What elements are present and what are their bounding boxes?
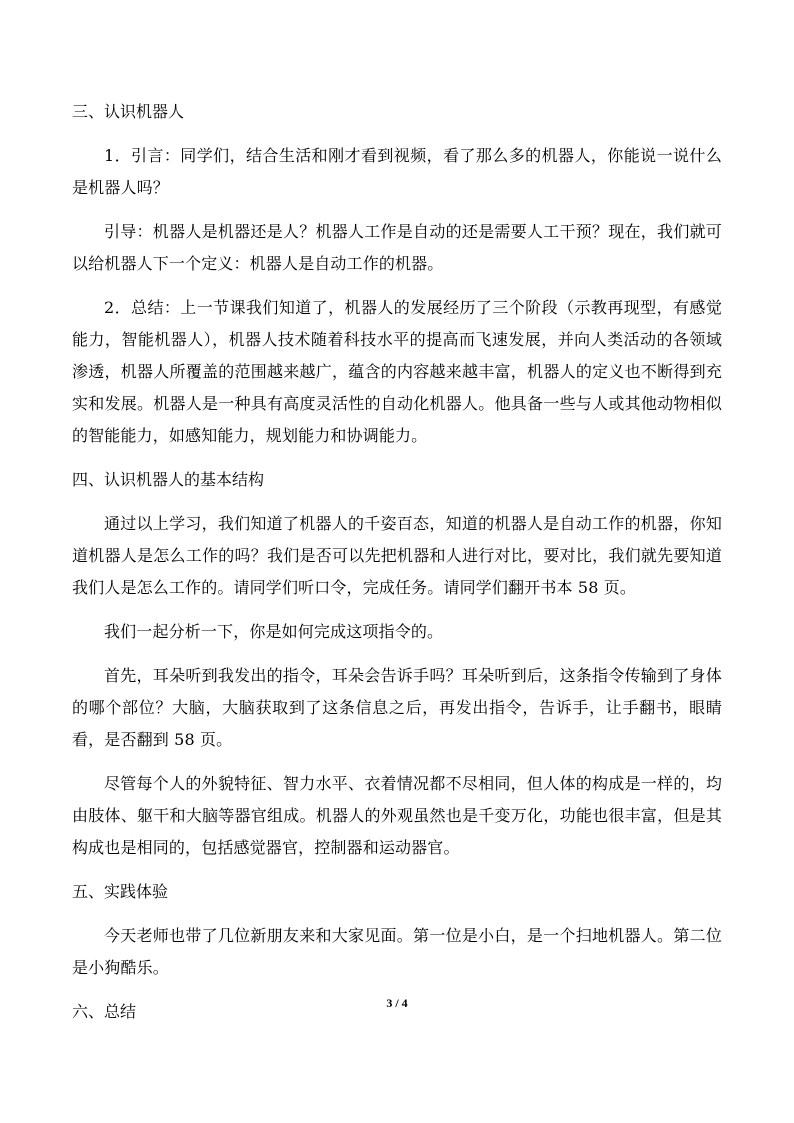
paragraph-practice: 今天老师也带了几位新朋友来和大家见面。第一位是小白，是一个扫地机器人。第二位是小狗酷乐。	[72, 926, 722, 977]
section-heading-4: 四、认识机器人的基本结构	[72, 470, 265, 489]
paragraph-guidance: 引导：机器人是机器还是人？机器人工作是自动的还是需要人工干预？现在，我们就可以给机器人下一个定义：机器人是自动工作的机器。	[72, 222, 722, 273]
paragraph-structure-intro: 通过以上学习，我们知道了机器人的千姿百态，知道的机器人是自动工作的机器，你知道机器人是怎么工作的吗？我们是否可以先把机器和人进行对比，要对比，我们就先要知道我们人是怎么工作的。请同学们听口令，完成任务。请同学们翻开书本 58 页。	[72, 514, 722, 597]
section-heading-3: 三、认识机器人	[72, 102, 185, 121]
page-content	[72, 96, 722, 1040]
paragraph-introduction: 1．引言：同学们，结合生活和刚才看到视频，看了那么多的机器人，你能说一说什么是机器人吗？	[72, 146, 722, 197]
paragraph-ear-brain: 首先，耳朵听到我发出的指令，耳朵会告诉手吗？耳朵听到后，这条指令传输到了身体的哪个部位？大脑，大脑获取到了这条信息之后，再发出指令，告诉手，让手翻书，眼睛看，是否翻到 58 页。	[72, 666, 722, 749]
page-number: 3 / 4	[386, 996, 408, 1010]
paragraph-summary: 2．总结：上一节课我们知道了，机器人的发展经历了三个阶段（示教再现型，有感觉能力，智能机器人），机器人技术随着科技水平的提高而飞速发展，并向人类活动的各领域渗透，机器人所覆盖的范围越来越广，蕴含的内容越来越丰富，机器人的定义也不断得到充实和发展。机器人是一种具有高度灵活性的自动化机器人。他具备一些与人或其他动物相似的智能能力，如感知能力，规划能力和协调能力。	[72, 298, 722, 445]
section-heading-5: 五、实践体验	[72, 882, 169, 901]
paragraph-analysis: 我们一起分析一下，你是如何完成这项指令的。	[104, 622, 444, 641]
paragraph-robot-composition: 尽管每个人的外貌特征、智力水平、衣着情况都不尽相同，但人体的构成是一样的，均由肢体、躯干和大脑等器官组成。机器人的外观虽然也是千变万化，功能也很丰富，但是其构成也是相同的，包括感觉器官，控制器和运动器官。	[72, 774, 722, 857]
section-heading-6: 六、总结	[72, 1002, 137, 1021]
